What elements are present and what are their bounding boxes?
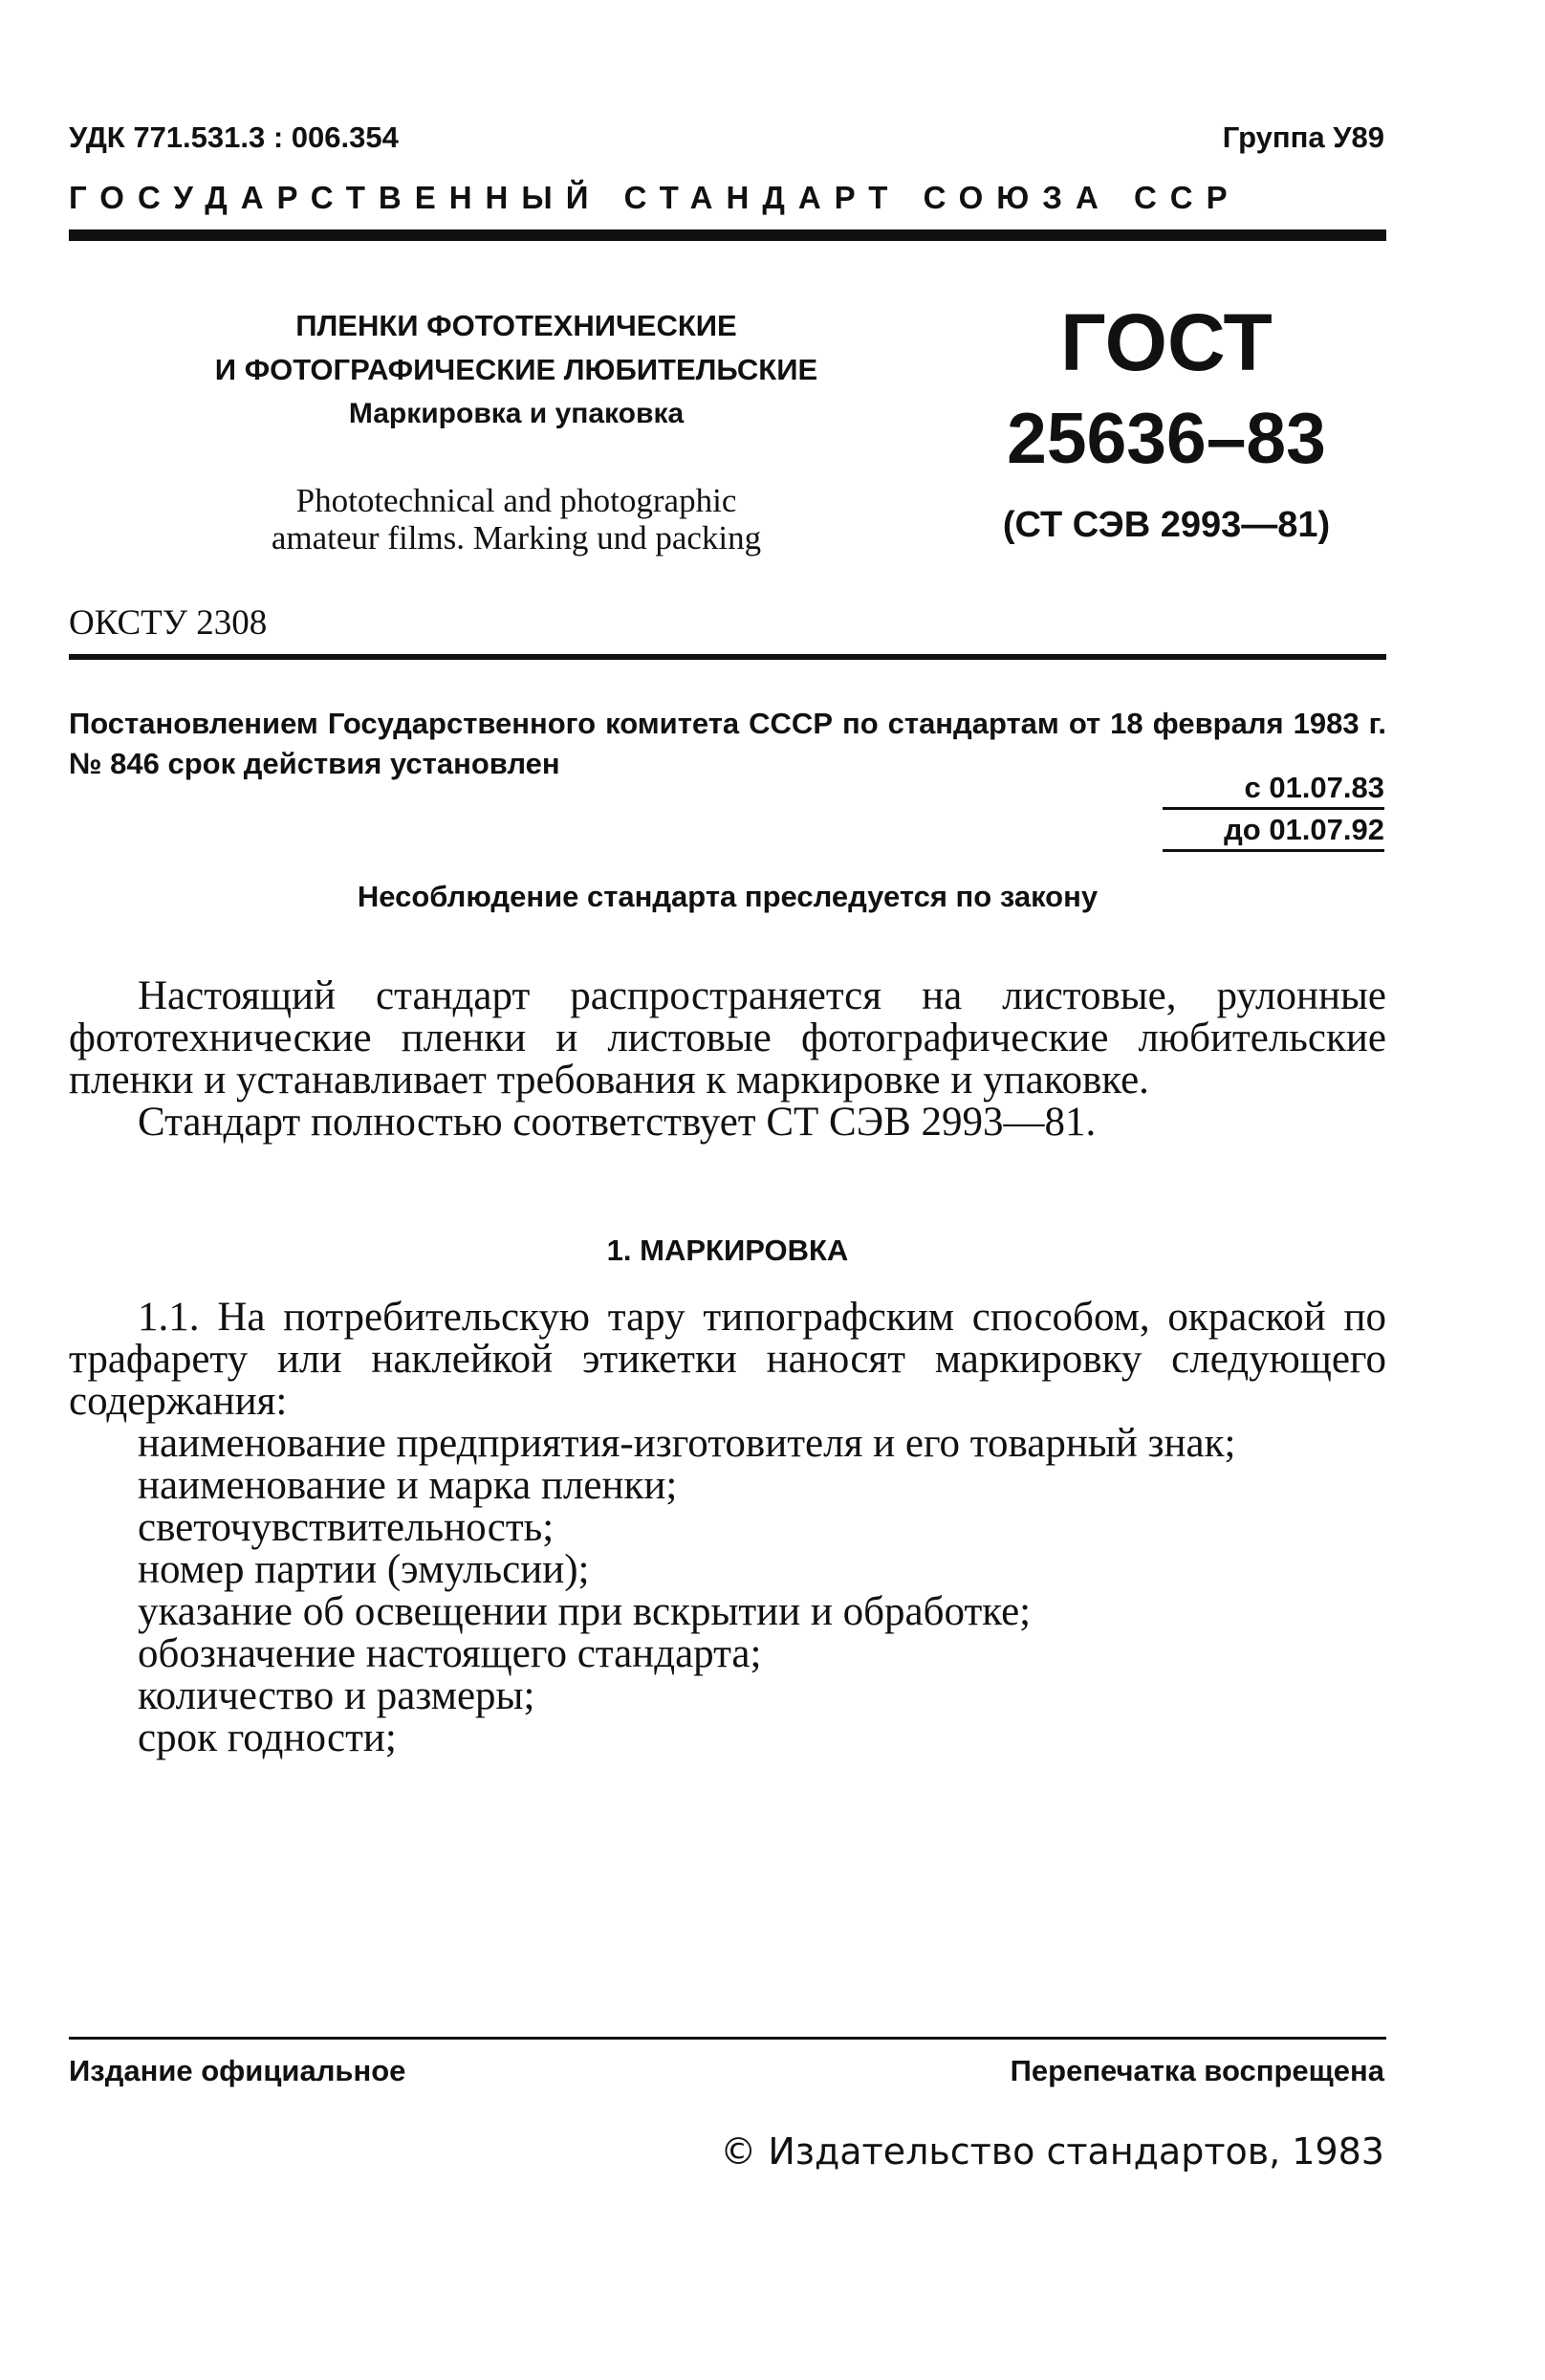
official-edition-label: Издание официальное: [69, 2054, 406, 2087]
english-title-line-2: amateur films. Marking und packing: [271, 519, 762, 557]
gost-number: 25636–83: [1007, 398, 1326, 478]
list-item: светочувствительность;: [138, 1505, 555, 1550]
group-code: Группа У89: [1222, 120, 1384, 154]
udk-code: УДК 771.531.3 : 006.354: [69, 120, 399, 154]
gost-label: ГОСТ: [1060, 297, 1273, 387]
section-rule: [69, 654, 1386, 660]
title-subtitle: Маркировка и упаковка: [348, 398, 685, 429]
list-item: указание об освещении при вскрытии и обработке;: [138, 1589, 1032, 1634]
date-rule-2: [1163, 849, 1384, 852]
list-item: срок годности;: [138, 1715, 397, 1760]
list-item: номер партии (эмульсии);: [138, 1547, 590, 1592]
cmea-standard-ref: (СТ СЭВ 2993—81): [1002, 505, 1331, 545]
title-line-2: И ФОТОГРАФИЧЕСКИЕ ЛЮБИТЕЛЬСКИЕ: [214, 353, 818, 386]
header-rule: [69, 229, 1386, 241]
effective-from-date: с 01.07.83: [1244, 771, 1384, 804]
date-rule-1: [1163, 807, 1384, 810]
reprint-prohibited-label: Перепечатка воспрещена: [1010, 2054, 1384, 2087]
document-title-block: [153, 304, 880, 557]
copyright-notice: © Издательство стандартов, 1983: [720, 2130, 1384, 2173]
intro-paragraph-1: Настоящий стандарт распространяется на листовые, рулонные фототехнические пленки и листовые фотографические любительские пленки и устанавливает требования к маркировке и упаковке.: [69, 973, 1386, 1103]
list-item: наименование предприятия-изготовителя и его товарный знак;: [138, 1421, 1236, 1466]
clause-1-1: [69, 1297, 1386, 1759]
clause-1-1-text: 1.1. На потребительскую тару типографским способом, окраской по трафарету или наклейкой этикетки наносят маркировку следующего содержания:: [69, 1295, 1386, 1424]
violation-notice: Несоблюдение стандарта преследуется по закону: [357, 880, 1099, 913]
list-item: количество и размеры;: [138, 1673, 535, 1718]
english-title: [153, 482, 880, 557]
marking-items-list: [69, 1423, 1386, 1759]
english-title-line-1: Phototechnical and photographic: [295, 482, 737, 519]
state-standard-banner: ГОСУДАРСТВЕННЫЙ СТАНДАРТ СОЮЗА ССР: [69, 180, 1241, 215]
intro-section: [69, 975, 1386, 1144]
list-item: обозначение настоящего стандарта;: [138, 1631, 762, 1676]
section-heading: 1. МАРКИРОВКА: [606, 1234, 849, 1267]
title-line-1: ПЛЕНКИ ФОТОТЕХНИЧЕСКИЕ: [295, 309, 737, 342]
decree-text: Постановлением Государственного комитета СССР по стандартам от 18 февраля 1983 г. № 846 срок действия установлен: [69, 707, 1386, 780]
intro-paragraph-2: Стандарт полностью соответствует СТ СЭВ 2993—81.: [138, 1100, 1097, 1145]
footer-rule: [69, 2037, 1386, 2040]
list-item: наименование и марка пленки;: [138, 1463, 678, 1508]
okstu-code: ОКСТУ 2308: [69, 603, 268, 643]
effective-to-date: до 01.07.92: [1224, 813, 1384, 846]
